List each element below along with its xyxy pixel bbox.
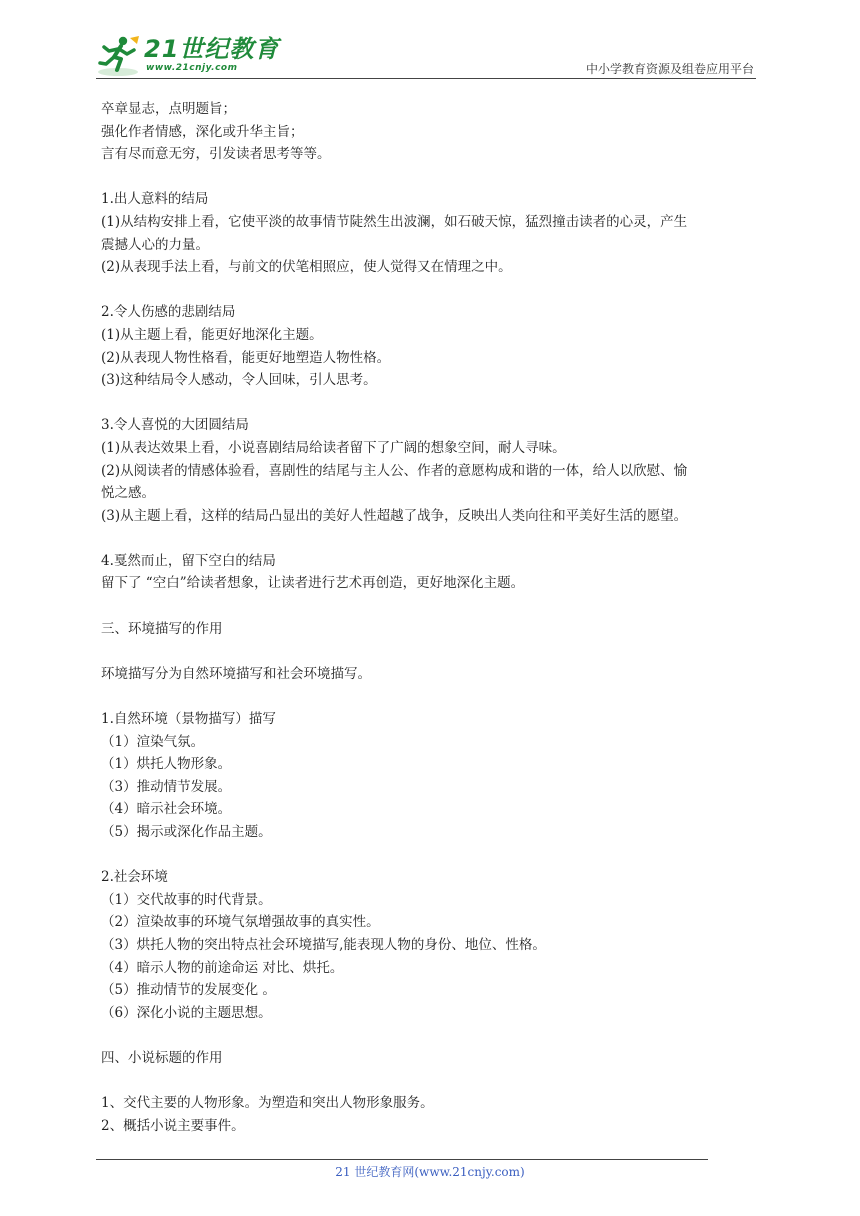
text-line: (3)从主题上看，这样的结局凸显出的美好人性超越了战争，反映出人类向往和平美好生活的愿望。 — [101, 507, 688, 524]
blank-line — [101, 279, 771, 302]
text-line: 1、交代主要的人物形象。为塑造和突出人物形象服务。 — [101, 1095, 434, 1112]
text-line: 三、环境描写的作用 — [101, 620, 223, 637]
blank-line — [101, 527, 771, 550]
text-line: 悦之感。 — [101, 485, 155, 502]
text-line: （6）深化小说的主题思想。 — [101, 1004, 272, 1021]
text-line: (2)从表现人物性格看，能更好地塑造人物性格。 — [101, 349, 391, 366]
text-line: (2)从阅读者的情感体验看，喜剧性的结尾与主人公、作者的意愿构成和谐的一体，给人以欣慰、愉 — [101, 462, 688, 479]
text-line: (3)这种结局令人感动，令人回味，引人思考。 — [101, 372, 377, 389]
text-line: 四、小说标题的作用 — [101, 1049, 223, 1066]
header-divider — [96, 78, 756, 79]
text-line: （4）暗示人物的前途命运 对比、烘托。 — [101, 959, 344, 976]
text-line: （1）烘托人物形象。 — [101, 756, 232, 773]
text-line: （3）推动情节发展。 — [101, 778, 232, 795]
text-line: 强化作者情感，深化或升华主旨； — [101, 123, 304, 140]
text-line: （1）交代故事的时代背景。 — [101, 891, 272, 908]
blank-line — [101, 844, 771, 867]
text-line: （5）揭示或深化作品主题。 — [101, 824, 272, 840]
blank-line — [101, 640, 771, 663]
text-line: 卒章显志，点明题旨； — [101, 101, 236, 117]
text-line: (1)从表达效果上看，小说喜剧结局给读者留下了广阔的想象空间，耐人寻味。 — [101, 439, 566, 456]
text-line: (1)从结构安排上看，它使平淡的故事情节陡然生出波澜，如石破天惊，猛烈撞击读者的心灵，产生 — [101, 213, 688, 230]
text-line: 1.出人意料的结局 — [101, 191, 209, 208]
document-body — [101, 98, 771, 1137]
text-line: （5）推动情节的发展变化 。 — [101, 982, 276, 999]
text-line: 2.社会环境 — [101, 869, 168, 886]
text-line: (1)从主题上看，能更好地深化主题。 — [101, 326, 323, 343]
footer-link[interactable]: 21 世纪教育网(www.21cnjy.com) — [335, 1165, 525, 1179]
text-line: 震撼人心的力量。 — [101, 236, 209, 253]
text-line: 环境描写分为自然环境描写和社会环境描写。 — [101, 665, 371, 682]
site-logo[interactable] — [96, 34, 280, 78]
blank-line — [101, 1070, 771, 1093]
footer-divider — [96, 1159, 708, 1160]
logo-wordmark: 21世纪教育 — [144, 35, 280, 63]
text-line: 2.令人伤感的悲剧结局 — [101, 304, 236, 321]
text-line: 2、概括小说主要事件。 — [101, 1117, 245, 1134]
blank-line — [101, 685, 771, 708]
text-line: （1）渲染气氛。 — [101, 733, 205, 750]
text-line: （4）暗示社会环境。 — [101, 801, 232, 818]
text-line: （3）烘托人物的突出特点社会环境描写,能表现人物的身份、地位、性格。 — [101, 936, 546, 953]
blank-line — [101, 166, 771, 189]
blank-line — [101, 595, 771, 618]
text-line: 3.令人喜悦的大团圆结局 — [101, 417, 249, 434]
header-tagline: 中小学教育资源及组卷应用平台 — [585, 62, 754, 76]
text-line: 1.自然环境（景物描写）描写 — [101, 711, 276, 728]
blank-line — [101, 1024, 771, 1047]
page-header — [0, 0, 860, 80]
text-line: （2）渲染故事的环境气氛增强故事的真实性。 — [101, 914, 380, 931]
text-line: 4.戛然而止，留下空白的结局 — [101, 552, 276, 569]
logo-url: www.21cnjy.com — [146, 63, 238, 73]
runner-logo-icon — [96, 34, 140, 78]
blank-line — [101, 392, 771, 415]
text-line: 言有尽而意无穷，引发读者思考等等。 — [101, 146, 331, 163]
text-line: (2)从表现手法上看，与前文的伏笔相照应，使人觉得又在情理之中。 — [101, 259, 512, 276]
text-line: 留下了 “空白”给读者想象，让读者进行艺术再创造，更好地深化主题。 — [101, 575, 525, 592]
